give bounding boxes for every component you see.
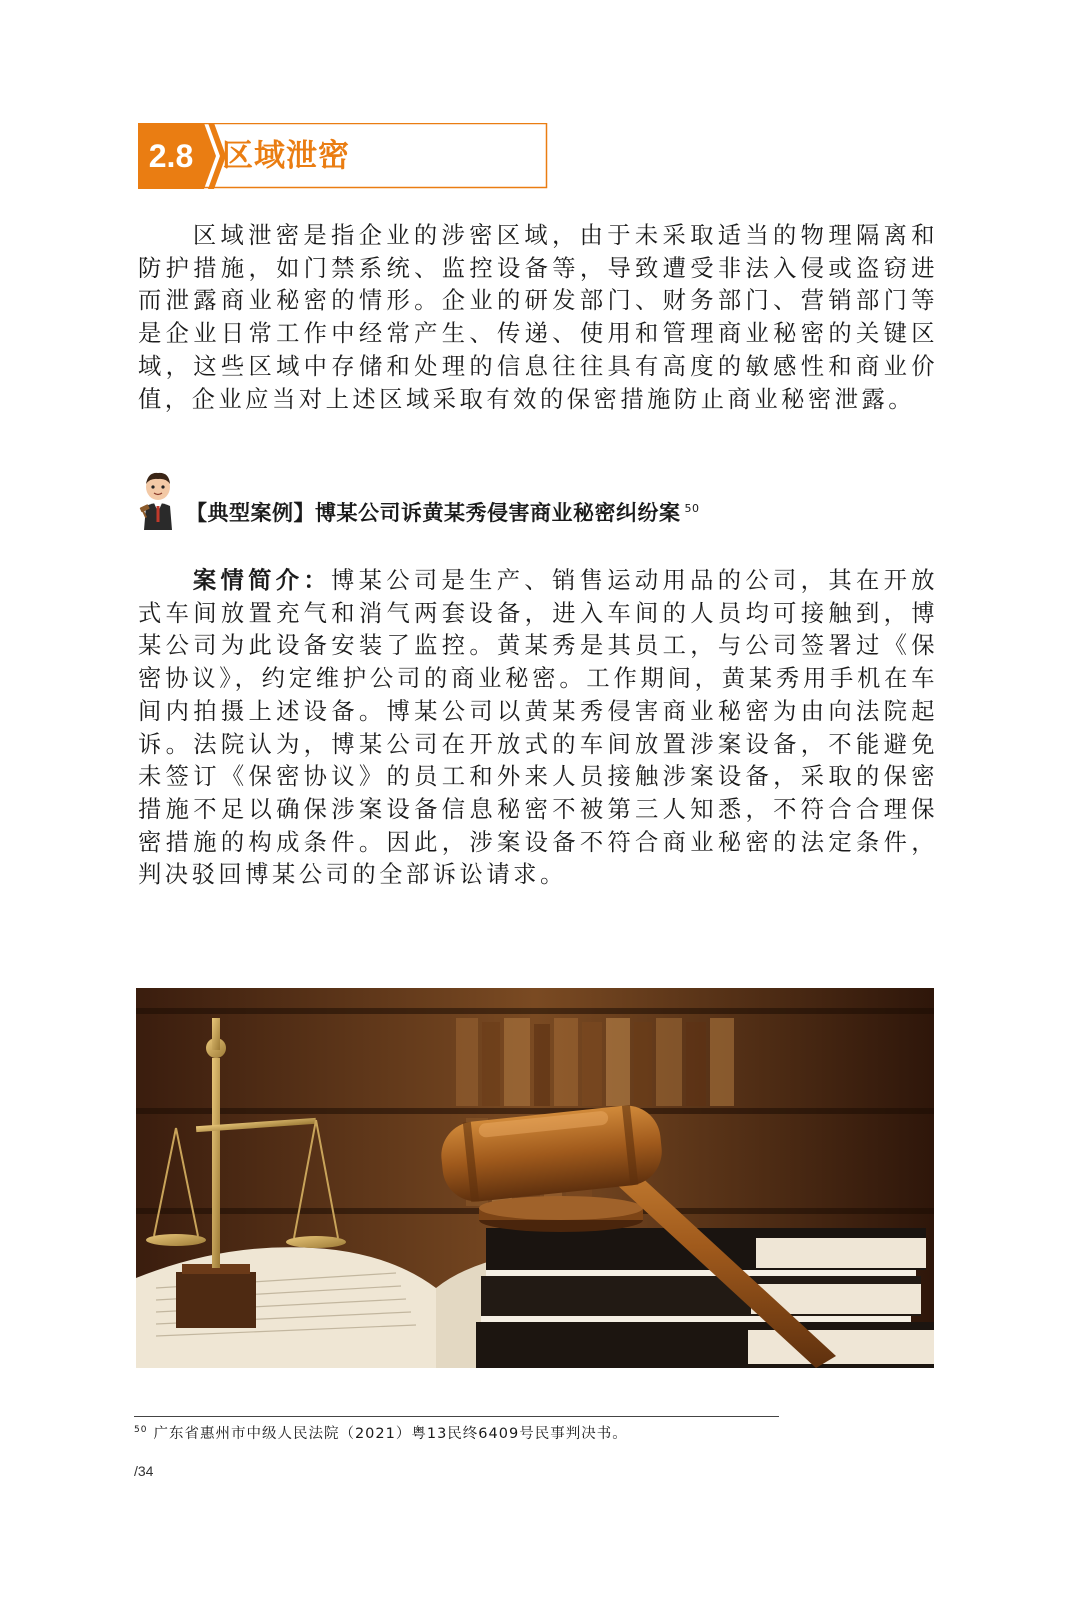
footnote-number: 50 [134,1425,148,1436]
intro-paragraph [138,220,938,416]
footnote [134,1422,628,1443]
footnote-text: 广东省惠州市中级人民法院（2021）粤13民终6409号民事判决书。 [153,1426,628,1442]
judge-avatar-icon [138,470,178,532]
case-summary-label: 案情简介： [192,567,331,594]
section-title: 区域泄密 [222,138,350,174]
case-title [186,497,700,527]
section-header [138,123,548,189]
page-number: /34 [134,1463,154,1479]
case-summary-text: 博某公司是生产、销售运动用品的公司，其在开放式车间放置充气和消气两套设备，进入车间的人员均可接触到，博某公司为此设备安装了监控。黄某秀是其员工，与公司签署过《保密协议》，约定维护公司的商业秘密。工作期间，黄某秀用手机在车间内拍摄上述设备。博某公司以黄某秀侵害商业秘密为由向法院起诉。法院认为，博某公司在开放式的车间放置涉案设备，不能避免未签订《保密协议》的员工和外来人员接触涉案设备，采取的保密措施不足以确保涉案设备信息秘密不被第三人知悉，不符合合理保密措施的构成条件。因此，涉案设备不符合商业秘密的法定条件，判决驳回博某公司的全部诉讼请求。 [138,567,939,889]
case-title-text: 【典型案例】博某公司诉黄某秀侵害商业秘密纠纷案 [186,501,681,525]
footnote-divider [134,1416,779,1417]
case-summary [138,565,938,892]
intro-paragraph-text: 区域泄密是指企业的涉密区域，由于未采取适当的物理隔离和防护措施，如门禁系统、监控设备等，导致遭受非法入侵或盗窃进而泄露商业秘密的情形。企业的研发部门、财务部门、营销部门等是企业日常工作中经常产生、传递、使用和管理商业秘密的关键区域，这些区域中存储和处理的信息往往具有高度的敏感性和商业价值，企业应当对上述区域采取有效的保密措施防止商业秘密泄露。 [138,222,938,413]
gavel-scales-books-photo [136,988,934,1368]
case-heading [138,470,938,550]
section-number: 2.8 [148,138,194,174]
case-footnote-ref: 50 [684,502,700,515]
